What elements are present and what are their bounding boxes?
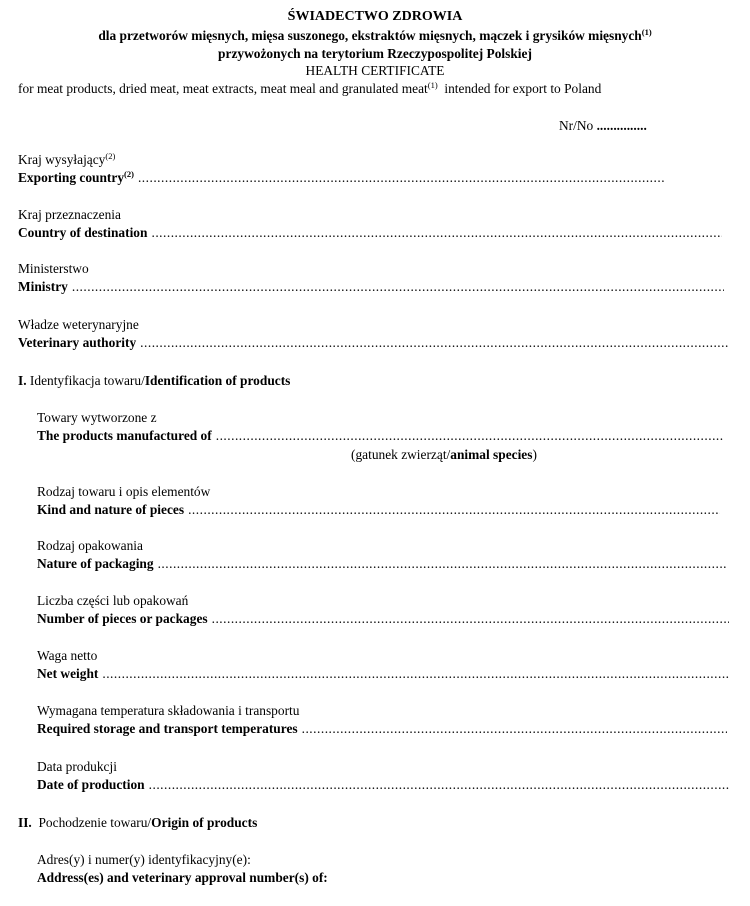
production-date-label-pl: Data produkcji bbox=[37, 759, 117, 774]
vet-authority-label-pl: Władze weterynaryjne bbox=[18, 317, 139, 332]
count-field[interactable]: Number of pieces or packages ..... bbox=[37, 611, 729, 627]
title-pl: ŚWIADECTWO ZDROWIA bbox=[287, 9, 463, 24]
destination-field[interactable]: Country of destination ..... bbox=[18, 225, 722, 241]
ministry-field[interactable]: Ministry ..... bbox=[18, 279, 724, 295]
subtitle-en: for meat products, dried meat, meat extracts, meat meal and granulated meat$^{(1)}$ intended for export to Poland bbox=[18, 80, 602, 96]
exporting-country-label-pl: Kraj wysyłający$^{(2)}$ bbox=[18, 151, 116, 167]
kind-label-pl: Rodzaj towaru i opis elementów bbox=[37, 484, 211, 499]
kind-field[interactable]: Kind and nature of pieces ..... bbox=[37, 502, 720, 518]
weight-field[interactable]: Net weight ..... bbox=[37, 666, 729, 682]
vet-authority-field[interactable]: Veterinary authority ..... bbox=[18, 335, 728, 351]
manufactured-of-label-pl: Towary wytworzone z bbox=[37, 410, 157, 425]
temperature-field[interactable]: Required storage and transport temperatures ..... bbox=[37, 721, 727, 737]
section-1-heading: I. Identyfikacja towaru/Identification of products bbox=[18, 373, 291, 388]
certificate-number: Nr/No ............... bbox=[559, 118, 647, 133]
packaging-field[interactable]: Nature of packaging ..... bbox=[37, 556, 726, 572]
section-2-heading: II. Pochodzenie towaru/Origin of products bbox=[18, 815, 258, 830]
subtitle-pl-line2: przywożonych na terytorium Rzeczypospolitej Polskiej bbox=[218, 46, 532, 61]
species-note: (gatunek zwierząt/animal species) bbox=[351, 447, 537, 462]
production-date-field[interactable]: Date of production ..... bbox=[37, 777, 729, 793]
address-label-pl: Adres(y) i numer(y) identyfikacyjny(e): bbox=[37, 852, 251, 867]
subtitle-pl-line1: dla przetworów mięsnych, mięsa suszonego, ekstraktów mięsnych, mączek i grysików mięsnych$^{(1)}$ bbox=[98, 27, 652, 43]
exporting-country-field[interactable]: Exporting country$^{(2)}$ ..... bbox=[18, 170, 728, 186]
packaging-label-pl: Rodzaj opakowania bbox=[37, 538, 143, 553]
address-label-en: Address(es) and veterinary approval number(s) of: bbox=[37, 870, 328, 885]
weight-label-pl: Waga netto bbox=[37, 648, 98, 663]
destination-label-pl: Kraj przeznaczenia bbox=[18, 207, 121, 222]
title-en: HEALTH CERTIFICATE bbox=[305, 63, 445, 78]
temperature-label-pl: Wymagana temperatura składowania i transportu bbox=[37, 703, 300, 718]
certificate-number-value[interactable]: ............... bbox=[596, 118, 647, 133]
manufactured-of-field[interactable]: The products manufactured of ..... bbox=[37, 428, 723, 444]
count-label-pl: Liczba części lub opakowań bbox=[37, 593, 189, 608]
ministry-label-pl: Ministerstwo bbox=[18, 261, 89, 276]
